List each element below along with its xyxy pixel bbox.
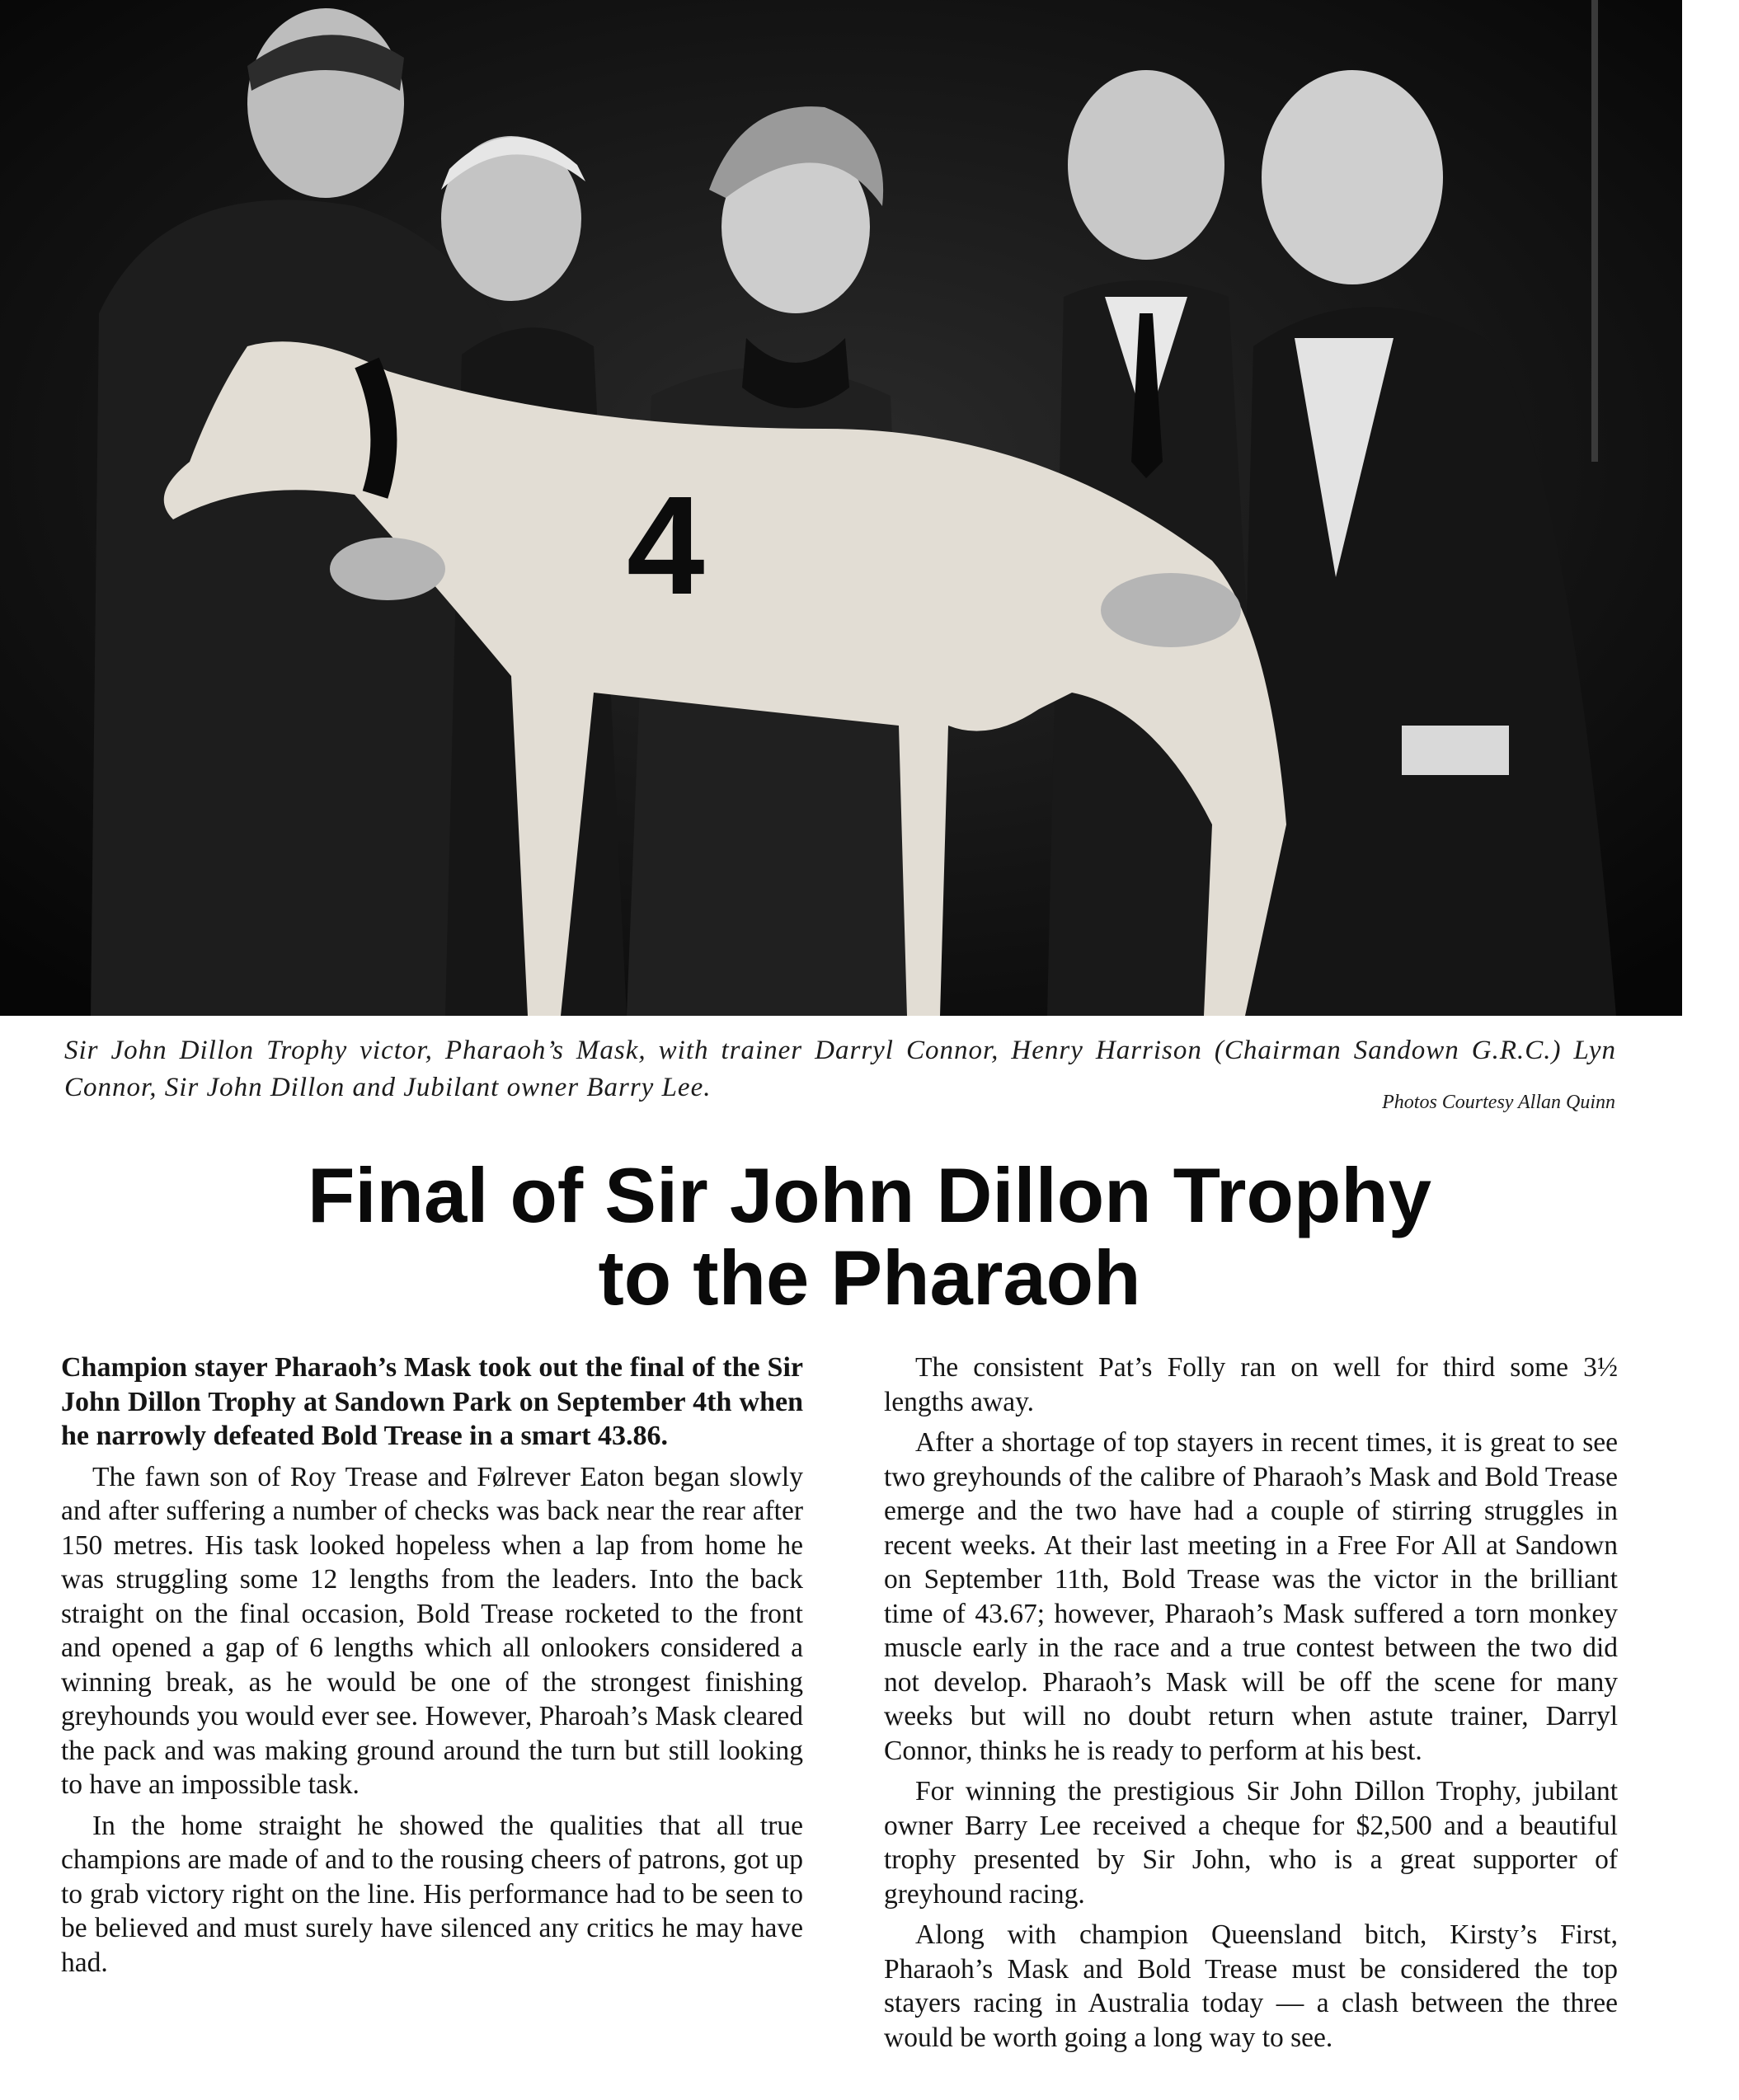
article-paragraph: The fawn son of Roy Trease and Følrever Eaton began slowly and after suffering a number of checks was back near the rear after 150 metres. His task looked hopeless when a lap from home he was struggling some 12 lengths from the leaders. Into the back straight on the final occasion, Bold Trease rocketed to the front and opened a gap of 6 lengths which all onlookers considered a winning break, as he would be one of the strongest finishing greyhounds you would ever see. However, Pharoah’s Mask cleared the pack and was making ground around the turn but still looking to have an impossible task. <box>61 1461 803 1800</box>
background-pillar <box>1591 0 1598 462</box>
article-column-right <box>884 1351 1618 2061</box>
hand-right <box>1101 573 1241 647</box>
article-lead-paragraph: Champion stayer Pharaoh’s Mask took out the final of the Sir John Dillon Trophy at Sandown Park on September 4th when he narrowly defeated Bold Trease in a smart 43.86. <box>61 1352 803 1451</box>
coat-number: 4 <box>627 467 705 624</box>
article-paragraph: After a shortage of top stayers in recent times, it is great to see two greyhounds of the calibre of Pharaoh’s Mask and Bold Trease emerge and the two have had a couple of stirring struggles in recent weeks. At their last meeting in a Free For All at Sandown on September 11th, Bold Trease was the victor in the brilliant time of 43.67; however, Pharaoh’s Mask suffered a torn monkey muscle early in the race and a true contest between the two did not develop. Pharaoh’s Mask will be off the scene for many weeks but will no doubt return when astute trainer, Darryl Connor, thinks he is ready to perform at his best. <box>884 1427 1618 1766</box>
article-paragraph: For winning the prestigious Sir John Dillon Trophy, jubilant owner Barry Lee received a cheque for $2,500 and a beautiful trophy presented by Sir John, who is a great supporter of greyhound racing. <box>884 1776 1618 1910</box>
headline-line-1: Final of Sir John Dillon Trophy <box>308 1152 1431 1238</box>
group-photo-icon <box>0 0 1682 1016</box>
article-headline <box>0 1154 1739 1319</box>
article-paragraph: The consistent Pat’s Folly ran on well for third some 3½ lengths away. <box>884 1352 1618 1417</box>
article-column-left <box>61 1351 803 1986</box>
headline-line-2: to the Pharaoh <box>598 1234 1141 1321</box>
photo-caption: Sir John Dillon Trophy victor, Pharaoh’s Mask, with trainer Darryl Connor, Henry Harrison (Chairman Sandown G.R.C.) Lyn Connor, Sir John Dillon and Jubilant owner Barry Lee. <box>64 1036 1616 1102</box>
photo-credit: Photos Courtesy Allan Quinn <box>1382 1092 1615 1113</box>
hand-left <box>330 538 445 600</box>
article-paragraph: In the home straight he showed the qualities that all true champions are made of and to the rousing cheers of patrons, got up to grab victory right on the line. His performance had to be seen to be believed and must surely have silenced any critics he may have had. <box>61 1810 803 1978</box>
name-badge <box>1402 726 1509 775</box>
article-paragraph: Along with champion Queensland bitch, Kirsty’s First, Pharaoh’s Mask and Bold Trease must be considered the top stayers racing in Australia today — a clash between the three would be worth going a long way to see. <box>884 1919 1618 2053</box>
group-photo <box>0 0 1682 1016</box>
